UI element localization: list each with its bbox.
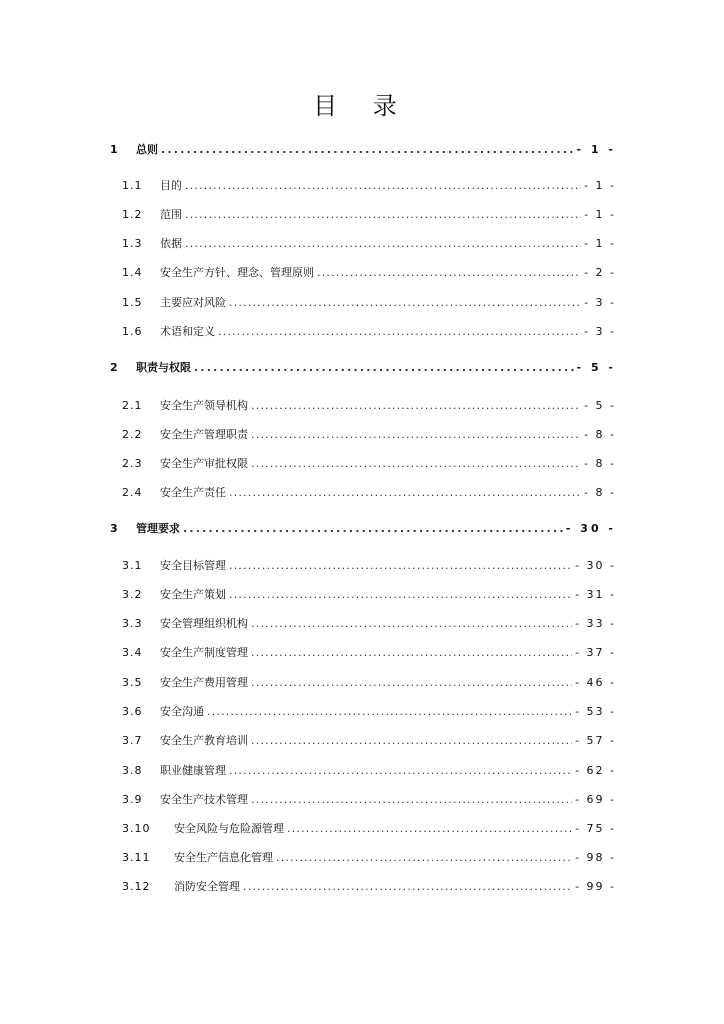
dot-leader bbox=[183, 522, 563, 535]
dot-leader bbox=[251, 457, 581, 470]
toc-entry-number: 3.11 bbox=[122, 851, 151, 864]
toc-entry-number: 3.2 bbox=[122, 588, 143, 601]
toc-entry-page: - 75 - bbox=[575, 822, 616, 835]
dot-leader bbox=[218, 325, 581, 338]
toc-entry-title: 安全生产制度管理 bbox=[160, 646, 248, 659]
toc-entry-section[interactable] bbox=[122, 615, 616, 633]
toc-entry-page: - 53 - bbox=[575, 705, 616, 718]
toc-entry-title: 安全沟通 bbox=[160, 705, 204, 718]
toc-entry-title: 目的 bbox=[160, 179, 182, 192]
dot-leader bbox=[251, 793, 572, 806]
toc-entry-title: 消防安全管理 bbox=[174, 880, 240, 893]
toc-entry-number: 1.5 bbox=[122, 296, 143, 309]
toc-entry-page: - 46 - bbox=[575, 676, 616, 689]
toc-entry-title: 安全生产信息化管理 bbox=[174, 851, 273, 864]
toc-entry-chapter[interactable] bbox=[110, 141, 616, 159]
toc-entry-page: - 69 - bbox=[575, 793, 616, 806]
toc-entry-number: 1.6 bbox=[122, 325, 143, 338]
toc-entry-page: - 57 - bbox=[575, 734, 616, 747]
toc-entry-page: - 2 - bbox=[584, 266, 616, 279]
toc-entry-section[interactable] bbox=[122, 484, 616, 502]
toc-entry-title: 安全生产责任 bbox=[160, 486, 226, 499]
toc-entry-title: 安全生产审批权限 bbox=[160, 457, 248, 470]
toc-entry-title: 范围 bbox=[160, 208, 182, 221]
toc-entry-page: - 3 - bbox=[584, 325, 616, 338]
dot-leader bbox=[194, 361, 574, 374]
toc-entry-page: - 8 - bbox=[584, 457, 616, 470]
toc-entry-number: 3.10 bbox=[122, 822, 151, 835]
toc-entry-section[interactable] bbox=[122, 791, 616, 809]
dot-leader bbox=[229, 764, 572, 777]
toc-entry-section[interactable] bbox=[122, 397, 616, 415]
toc-entry-section[interactable] bbox=[122, 323, 616, 341]
page-title: 目 录 bbox=[313, 92, 411, 120]
toc-entry-section[interactable] bbox=[122, 732, 616, 750]
dot-leader bbox=[229, 588, 572, 601]
toc-entry-title: 安全生产策划 bbox=[160, 588, 226, 601]
toc-entry-title: 安全管理组织机构 bbox=[160, 617, 248, 630]
dot-leader bbox=[229, 296, 581, 309]
toc-entry-section[interactable] bbox=[122, 426, 616, 444]
toc-entry-section[interactable] bbox=[122, 849, 616, 867]
dot-leader bbox=[251, 399, 581, 412]
dot-leader bbox=[229, 486, 581, 499]
toc-entry-title: 安全生产管理职责 bbox=[160, 428, 248, 441]
toc-entry-number: 2.1 bbox=[122, 399, 143, 412]
toc-entry-chapter[interactable] bbox=[110, 359, 616, 377]
toc-entry-section[interactable] bbox=[122, 294, 616, 312]
toc-entry-page: - 1 - bbox=[584, 179, 616, 192]
toc-entry-page: - 1 - bbox=[584, 208, 616, 221]
toc-entry-page: - 8 - bbox=[584, 486, 616, 499]
toc-entry-number: 1.2 bbox=[122, 208, 143, 221]
toc-entry-title: 安全生产费用管理 bbox=[160, 676, 248, 689]
toc-entry-number: 1.3 bbox=[122, 237, 143, 250]
toc-entry-number: 3.1 bbox=[122, 559, 143, 572]
dot-leader bbox=[185, 208, 581, 221]
dot-leader bbox=[251, 676, 572, 689]
toc-entry-title: 安全生产方针、理念、管理原则 bbox=[160, 266, 314, 279]
toc-entry-page: - 33 - bbox=[575, 617, 616, 630]
toc-entry-section[interactable] bbox=[122, 264, 616, 282]
toc-entry-number: 1.4 bbox=[122, 266, 143, 279]
toc-entry-section[interactable] bbox=[122, 878, 616, 896]
dot-leader bbox=[243, 880, 572, 893]
toc-entry-title: 安全生产领导机构 bbox=[160, 399, 248, 412]
toc-entry-page: - 37 - bbox=[575, 646, 616, 659]
toc-entry-page: - 1 - bbox=[576, 143, 616, 156]
toc-entry-section[interactable] bbox=[122, 703, 616, 721]
toc-entry-page: - 1 - bbox=[584, 237, 616, 250]
dot-leader bbox=[251, 734, 572, 747]
dot-leader bbox=[317, 266, 581, 279]
toc-entry-page: - 3 - bbox=[584, 296, 616, 309]
toc-entry-title: 职业健康管理 bbox=[160, 764, 226, 777]
dot-leader bbox=[251, 617, 572, 630]
toc-entry-page: - 99 - bbox=[575, 880, 616, 893]
toc-entry-number: 2 bbox=[110, 361, 118, 374]
toc-entry-title: 安全生产技术管理 bbox=[160, 793, 248, 806]
toc-entry-title: 总则 bbox=[136, 143, 158, 156]
toc-entry-number: 3.12 bbox=[122, 880, 151, 893]
dot-leader bbox=[207, 705, 572, 718]
toc-entry-section[interactable] bbox=[122, 644, 616, 662]
toc-entry-section[interactable] bbox=[122, 455, 616, 473]
dot-leader bbox=[276, 851, 572, 864]
toc-entry-number: 1 bbox=[110, 143, 118, 156]
toc-entry-number: 3.8 bbox=[122, 764, 143, 777]
dot-leader bbox=[287, 822, 572, 835]
toc-entry-page: - 5 - bbox=[576, 361, 616, 374]
toc-entry-page: - 30 - bbox=[575, 559, 616, 572]
toc-entry-section[interactable] bbox=[122, 557, 616, 575]
toc-entry-page: - 62 - bbox=[575, 764, 616, 777]
toc-entry-page: - 8 - bbox=[584, 428, 616, 441]
toc-entry-title: 依据 bbox=[160, 237, 182, 250]
dot-leader bbox=[251, 646, 572, 659]
toc-entry-number: 1.1 bbox=[122, 179, 143, 192]
toc-entry-page: - 30 - bbox=[565, 522, 616, 535]
toc-entry-number: 3.6 bbox=[122, 705, 143, 718]
toc-entry-title: 安全生产教育培训 bbox=[160, 734, 248, 747]
toc-entry-number: 2.2 bbox=[122, 428, 143, 441]
dot-leader bbox=[185, 179, 581, 192]
toc-entry-number: 3.4 bbox=[122, 646, 143, 659]
toc-entry-chapter[interactable] bbox=[110, 520, 616, 538]
toc-entry-title: 管理要求 bbox=[136, 522, 180, 535]
toc-entry-page: - 31 - bbox=[575, 588, 616, 601]
toc-entry-section[interactable] bbox=[122, 674, 616, 692]
toc-entry-page: - 5 - bbox=[584, 399, 616, 412]
toc-entry-section[interactable] bbox=[122, 820, 616, 838]
toc-entry-number: 2.4 bbox=[122, 486, 143, 499]
dot-leader bbox=[229, 559, 572, 572]
toc-entry-title: 术语和定义 bbox=[160, 325, 215, 338]
toc-entry-section[interactable] bbox=[122, 177, 616, 195]
toc-entry-number: 2.3 bbox=[122, 457, 143, 470]
toc-entry-number: 3 bbox=[110, 522, 118, 535]
toc-entry-number: 3.3 bbox=[122, 617, 143, 630]
toc-entry-title: 主要应对风险 bbox=[160, 296, 226, 309]
toc-entry-title: 安全目标管理 bbox=[160, 559, 226, 572]
dot-leader bbox=[185, 237, 581, 250]
toc-entry-section[interactable] bbox=[122, 586, 616, 604]
toc-entry-title: 职责与权限 bbox=[136, 361, 191, 374]
dot-leader bbox=[251, 428, 581, 441]
toc-entry-title: 安全风险与危险源管理 bbox=[174, 822, 284, 835]
toc-entry-section[interactable] bbox=[122, 235, 616, 253]
toc-entry-section[interactable] bbox=[122, 206, 616, 224]
toc-entry-number: 3.5 bbox=[122, 676, 143, 689]
toc-entry-number: 3.9 bbox=[122, 793, 143, 806]
toc-entry-page: - 98 - bbox=[575, 851, 616, 864]
dot-leader bbox=[161, 143, 574, 156]
toc-entry-number: 3.7 bbox=[122, 734, 143, 747]
toc-entry-section[interactable] bbox=[122, 762, 616, 780]
